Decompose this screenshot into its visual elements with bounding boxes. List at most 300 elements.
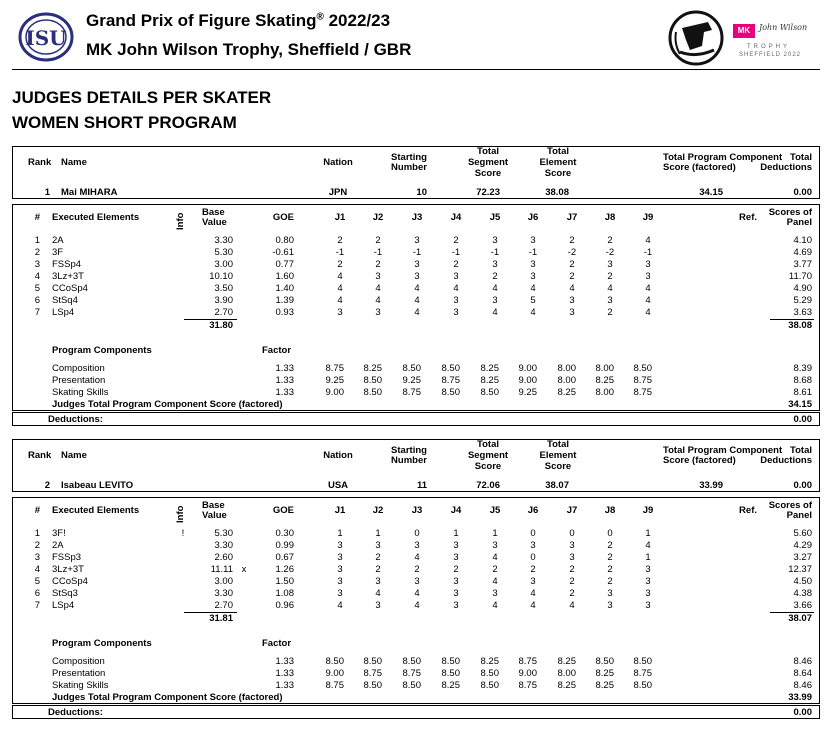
judge-header: J4 <box>450 212 462 223</box>
judge-score: 3 <box>453 295 459 306</box>
judge-score: 3 <box>530 576 536 587</box>
judge-score: 2 <box>569 576 575 587</box>
element-number: 2 <box>34 247 40 258</box>
element-goe: 1.08 <box>275 588 294 599</box>
judge-header: J4 <box>450 505 462 516</box>
judge-score: 4 <box>645 307 651 318</box>
judge-score: 3 <box>453 540 459 551</box>
segment-score-header: Total <box>477 146 499 157</box>
base-total-rule <box>184 319 237 320</box>
component-judge-score: 8.00 <box>595 363 614 374</box>
elements-score-total: 38.07 <box>788 613 812 624</box>
segment-score-header: Segment <box>467 157 509 168</box>
element-name: FSSp4 <box>52 259 82 270</box>
component-judge-score: 8.50 <box>633 680 652 691</box>
component-judge-score: 9.00 <box>518 363 537 374</box>
event-subtitle: MK John Wilson Trophy, Sheffield / GBR <box>86 40 412 59</box>
judge-score: 3 <box>337 552 343 563</box>
element-name: 3F <box>52 247 64 258</box>
judge-score: 4 <box>645 540 651 551</box>
judge-score: 3 <box>607 259 613 270</box>
judge-score: 0 <box>569 528 575 539</box>
component-judge-score: 8.50 <box>363 387 382 398</box>
judge-score: 3 <box>645 259 651 270</box>
deductions-header: Deductions <box>760 162 812 173</box>
element-panel-score: 3.63 <box>793 307 812 318</box>
mk-script: John Wilson <box>759 23 808 32</box>
element-base-value: 3.50 <box>214 283 233 294</box>
rank-header: Rank <box>28 157 52 168</box>
judge-score: 2 <box>375 235 381 246</box>
judge-header: J3 <box>411 212 423 223</box>
segment-score-value: 72.23 <box>476 187 500 198</box>
judge-score: 4 <box>337 600 343 611</box>
element-panel-score: 4.50 <box>793 576 812 587</box>
judge-score: 1 <box>645 528 651 539</box>
element-number: 1 <box>34 235 40 246</box>
component-judge-score: 8.25 <box>595 375 614 386</box>
judge-score: 3 <box>492 295 498 306</box>
element-name: 3F! <box>52 528 66 539</box>
element-panel-score: 4.69 <box>793 247 812 258</box>
component-judge-score: 8.00 <box>557 375 576 386</box>
ref-header: Ref. <box>739 505 757 516</box>
judge-score: 3 <box>607 295 613 306</box>
element-base-value: 5.30 <box>214 247 233 258</box>
component-judge-score: 8.50 <box>441 387 460 398</box>
judge-score: 4 <box>414 600 420 611</box>
event-title-text: Grand Prix of Figure Skating <box>86 11 317 30</box>
component-judge-score: 8.25 <box>480 375 499 386</box>
judge-score: 2 <box>607 576 613 587</box>
component-judge-score: 8.25 <box>595 680 614 691</box>
element-panel-score: 4.29 <box>793 540 812 551</box>
component-judge-score: 8.75 <box>325 680 344 691</box>
segment-score-header: Score <box>474 461 502 472</box>
element-score-header: Total <box>547 439 569 450</box>
deductions-label: Deductions: <box>48 707 103 718</box>
judge-score: 3 <box>414 576 420 587</box>
component-judge-score: 8.75 <box>441 375 460 386</box>
component-judge-score: 8.00 <box>557 363 576 374</box>
deductions-box <box>12 705 820 719</box>
component-judge-score: 8.25 <box>480 656 499 667</box>
judge-score: -1 <box>490 247 500 258</box>
element-goe: 0.96 <box>275 600 294 611</box>
starting-number-header: Starting <box>391 445 427 456</box>
judge-score: 4 <box>414 295 420 306</box>
judge-score: 5 <box>530 295 536 306</box>
component-judge-score: 8.75 <box>325 363 344 374</box>
rank-value: 2 <box>44 480 50 491</box>
judge-score: 3 <box>530 540 536 551</box>
component-factor: 1.33 <box>275 363 294 374</box>
judge-score: 2 <box>375 552 381 563</box>
judge-score: 4 <box>530 307 536 318</box>
component-name: Composition <box>52 656 105 667</box>
element-number: 4 <box>34 564 40 575</box>
judge-score: 4 <box>414 283 420 294</box>
goe-header: GOE <box>272 505 294 516</box>
component-judge-score: 8.50 <box>441 363 460 374</box>
judge-score: -2 <box>567 247 577 258</box>
judge-score: 3 <box>453 552 459 563</box>
judge-score: 4 <box>530 283 536 294</box>
judge-score: 2 <box>607 552 613 563</box>
base-value-total: 31.80 <box>209 320 233 331</box>
component-panel-score: 8.39 <box>793 363 812 374</box>
component-factor: 1.33 <box>275 387 294 398</box>
judge-score: 3 <box>375 271 381 282</box>
deductions-label: Deductions: <box>48 414 103 425</box>
nation-header: Nation <box>323 157 353 168</box>
component-judge-score: 8.50 <box>595 656 614 667</box>
judge-score: 0 <box>530 528 536 539</box>
skater-block <box>12 146 820 436</box>
executed-elements-header: Executed Elements <box>52 505 140 516</box>
judge-score: 3 <box>337 307 343 318</box>
deductions-value: 0.00 <box>793 480 812 491</box>
nation-value: USA <box>327 480 349 491</box>
mk-city-label: SHEFFIELD 2022 <box>739 52 802 58</box>
element-panel-score: 11.70 <box>788 271 812 282</box>
element-number: 5 <box>34 283 40 294</box>
judge-score: 3 <box>492 540 498 551</box>
element-base-value: 3.00 <box>214 259 233 270</box>
element-panel-score: 3.27 <box>793 552 812 563</box>
element-panel-score: 4.38 <box>793 588 812 599</box>
segment-score-value: 72.06 <box>476 480 500 491</box>
judge-score: 3 <box>453 576 459 587</box>
judge-score: 3 <box>492 588 498 599</box>
component-judge-score: 9.25 <box>325 375 344 386</box>
component-judge-score: 8.50 <box>441 668 460 679</box>
judge-score: 3 <box>645 600 651 611</box>
judge-header: J5 <box>489 212 501 223</box>
component-judge-score: 8.25 <box>595 668 614 679</box>
mk-trophy-label: TROPHY <box>747 44 791 50</box>
judge-score: 4 <box>453 283 459 294</box>
element-number: 1 <box>34 528 40 539</box>
judge-score: 3 <box>530 259 536 270</box>
component-judge-score: 8.50 <box>325 656 344 667</box>
component-panel-score: 8.46 <box>793 656 812 667</box>
judge-score: 3 <box>607 600 613 611</box>
component-judge-score: 8.50 <box>480 680 499 691</box>
component-factor: 1.33 <box>275 375 294 386</box>
element-base-value: 2.70 <box>214 307 233 318</box>
component-judge-score: 8.50 <box>363 680 382 691</box>
judge-score: 3 <box>453 271 459 282</box>
pcs-header: Total Program Component <box>663 152 783 163</box>
component-panel-score: 8.64 <box>793 668 812 679</box>
pcs-header: Score (factored) <box>663 455 736 466</box>
component-judge-score: 9.00 <box>518 375 537 386</box>
judge-score: 2 <box>569 235 575 246</box>
judge-score: 4 <box>530 588 536 599</box>
component-judge-score: 8.75 <box>518 680 537 691</box>
judge-score: 3 <box>569 307 575 318</box>
component-panel-score: 8.61 <box>793 387 812 398</box>
judge-header: J7 <box>566 505 578 516</box>
element-number: 5 <box>34 576 40 587</box>
judge-score: -2 <box>605 247 615 258</box>
rank-header: Rank <box>28 450 52 461</box>
judge-score: 4 <box>645 235 651 246</box>
element-goe: 1.40 <box>275 283 294 294</box>
judge-score: 2 <box>414 564 420 575</box>
element-score-value: 38.07 <box>545 480 569 491</box>
page-header <box>0 0 832 70</box>
element-number: 2 <box>34 540 40 551</box>
judge-score: 3 <box>337 564 343 575</box>
info-header: Info <box>175 212 186 230</box>
judge-score: 3 <box>645 271 651 282</box>
element-number: 6 <box>34 295 40 306</box>
deductions-header: Total <box>790 152 812 163</box>
element-score-header: Score <box>544 168 572 179</box>
judge-score: 4 <box>530 600 536 611</box>
element-score-header: Total <box>547 146 569 157</box>
element-number: 6 <box>34 588 40 599</box>
deductions-box <box>12 412 820 426</box>
event-title <box>86 11 390 31</box>
judge-score: 4 <box>375 283 381 294</box>
component-judge-score: 8.25 <box>557 656 576 667</box>
judge-score: 2 <box>607 235 613 246</box>
component-judge-score: 8.50 <box>402 363 421 374</box>
element-name: LSp4 <box>52 307 75 318</box>
judge-score: 3 <box>414 235 420 246</box>
name-header: Name <box>61 450 87 461</box>
component-judge-score: 8.50 <box>480 668 499 679</box>
deductions-total-value: 0.00 <box>793 707 812 718</box>
element-goe: 0.77 <box>275 259 294 270</box>
component-name: Presentation <box>52 668 106 679</box>
judge-score: 4 <box>337 283 343 294</box>
judge-score: 3 <box>375 600 381 611</box>
judge-score: 1 <box>645 552 651 563</box>
component-judge-score: 8.50 <box>441 656 460 667</box>
judge-header: J1 <box>334 505 346 516</box>
judge-score: 2 <box>569 588 575 599</box>
judge-score: 3 <box>337 540 343 551</box>
element-number: 4 <box>34 271 40 282</box>
judge-score: 4 <box>607 283 613 294</box>
judge-score: 3 <box>530 235 536 246</box>
judge-score: 4 <box>414 588 420 599</box>
component-judge-score: 8.50 <box>480 387 499 398</box>
component-panel-score: 8.46 <box>793 680 812 691</box>
element-panel-score: 3.77 <box>793 259 812 270</box>
starting-number-header: Number <box>391 455 427 466</box>
judge-score: 2 <box>607 540 613 551</box>
component-judge-score: 8.00 <box>595 387 614 398</box>
judge-score: 2 <box>492 564 498 575</box>
judge-score: -1 <box>412 247 422 258</box>
judge-score: 2 <box>569 271 575 282</box>
element-name: FSSp3 <box>52 552 82 563</box>
pcs-header: Total Program Component <box>663 445 783 456</box>
judge-score: 2 <box>530 564 536 575</box>
judge-score: 1 <box>453 528 459 539</box>
judge-score: 2 <box>453 259 459 270</box>
element-name: StSq4 <box>52 295 78 306</box>
judge-score: -1 <box>335 247 345 258</box>
judge-score: 3 <box>337 588 343 599</box>
element-number: 7 <box>34 600 40 611</box>
component-judge-score: 8.50 <box>363 656 382 667</box>
judges-total-pcs-value: 33.99 <box>788 692 812 703</box>
skater-block <box>12 439 820 729</box>
element-panel-score: 5.60 <box>793 528 812 539</box>
judge-header: J1 <box>334 212 346 223</box>
judge-score: 1 <box>337 528 343 539</box>
judge-score: 4 <box>569 600 575 611</box>
judge-score: -1 <box>373 247 383 258</box>
element-base-value: 3.30 <box>214 235 233 246</box>
element-name: 2A <box>52 540 64 551</box>
judge-score: 3 <box>375 540 381 551</box>
starting-number-header: Starting <box>391 152 427 163</box>
component-judge-score: 8.75 <box>363 668 382 679</box>
judge-header: J6 <box>527 212 539 223</box>
registered-mark: ® <box>316 11 324 23</box>
judge-score: 3 <box>414 540 420 551</box>
panel-score-header: Panel <box>786 217 812 228</box>
judge-score: 3 <box>453 307 459 318</box>
judge-score: 2 <box>337 235 343 246</box>
element-base-value: 3.00 <box>214 576 233 587</box>
header-divider <box>12 69 820 70</box>
judge-score: 0 <box>414 528 420 539</box>
judge-score: 3 <box>645 564 651 575</box>
element-goe: 0.99 <box>275 540 294 551</box>
component-name: Presentation <box>52 375 106 386</box>
component-judge-score: 8.50 <box>633 656 652 667</box>
rank-value: 1 <box>44 187 50 198</box>
judge-score: 4 <box>492 307 498 318</box>
mk-trophy-logo <box>733 18 808 62</box>
base-value-header: Value <box>202 510 227 521</box>
pcs-header: Score (factored) <box>663 162 736 173</box>
judge-score: 1 <box>492 528 498 539</box>
component-name: Composition <box>52 363 105 374</box>
element-goe: 0.67 <box>275 552 294 563</box>
element-panel-score: 12.37 <box>788 564 812 575</box>
pcs-value: 33.99 <box>699 480 723 491</box>
component-judge-score: 9.00 <box>325 387 344 398</box>
judge-header: J3 <box>411 505 423 516</box>
element-panel-score: 5.29 <box>793 295 812 306</box>
element-base-value: 10.10 <box>209 271 233 282</box>
judge-score: -1 <box>528 247 538 258</box>
element-base-value: 3.90 <box>214 295 233 306</box>
element-goe: 1.39 <box>275 295 294 306</box>
component-judge-score: 8.25 <box>557 680 576 691</box>
component-judge-score: 9.00 <box>325 668 344 679</box>
judge-score: 2 <box>375 564 381 575</box>
judge-score: -1 <box>451 247 461 258</box>
judge-score: 3 <box>492 259 498 270</box>
starting-number-value: 10 <box>416 187 427 198</box>
element-goe: 1.50 <box>275 576 294 587</box>
element-panel-score: 4.10 <box>793 235 812 246</box>
deductions-value: 0.00 <box>793 187 812 198</box>
base-value-header: Base <box>202 500 225 511</box>
component-judge-score: 8.75 <box>402 387 421 398</box>
element-base-value: 11.11 <box>210 564 233 575</box>
component-judge-score: 8.75 <box>633 387 652 398</box>
component-name: Skating Skills <box>52 680 109 691</box>
skate-badge-icon <box>668 10 724 66</box>
element-base-value: 2.60 <box>214 552 233 563</box>
judge-header: J9 <box>642 505 654 516</box>
judge-score: 4 <box>414 307 420 318</box>
page-title: JUDGES DETAILS PER SKATER <box>12 88 272 107</box>
element-name: 3Lz+3T <box>52 271 84 282</box>
element-goe: 1.60 <box>275 271 294 282</box>
mk-badge: MK <box>733 24 755 38</box>
element-name: StSq3 <box>52 588 78 599</box>
judge-score: 4 <box>492 600 498 611</box>
base-value-header: Value <box>202 217 227 228</box>
panel-score-header: Scores of <box>768 500 812 511</box>
judge-score: 2 <box>453 235 459 246</box>
judge-score: 3 <box>530 271 536 282</box>
judge-score: 2 <box>375 259 381 270</box>
elements-total-rule <box>770 612 814 613</box>
judge-header: J7 <box>566 212 578 223</box>
deductions-header: Total <box>790 445 812 456</box>
judge-score: 4 <box>337 295 343 306</box>
judge-score: 2 <box>337 259 343 270</box>
element-base-value: 3.30 <box>214 540 233 551</box>
pcs-value: 34.15 <box>699 187 723 198</box>
component-judge-score: 9.25 <box>518 387 537 398</box>
element-score-header: Element <box>539 157 577 168</box>
element-score-header: Score <box>544 461 572 472</box>
component-factor: 1.33 <box>275 656 294 667</box>
deductions-total-value: 0.00 <box>793 414 812 425</box>
judge-header: J6 <box>527 505 539 516</box>
starting-number-header: Number <box>391 162 427 173</box>
element-number: 7 <box>34 307 40 318</box>
event-season: 2022/23 <box>323 11 391 30</box>
element-goe: 0.93 <box>275 307 294 318</box>
element-panel-score: 4.90 <box>793 283 812 294</box>
judge-header: J9 <box>642 212 654 223</box>
component-judge-score: 8.00 <box>557 668 576 679</box>
judge-score: 3 <box>492 235 498 246</box>
component-factor: 1.33 <box>275 668 294 679</box>
panel-score-header: Panel <box>786 510 812 521</box>
judge-header: J5 <box>489 505 501 516</box>
judge-score: 2 <box>607 271 613 282</box>
component-judge-score: 8.75 <box>633 668 652 679</box>
segment-title: WOMEN SHORT PROGRAM <box>12 113 237 132</box>
element-goe: 0.30 <box>275 528 294 539</box>
judge-score: 2 <box>492 271 498 282</box>
component-judge-score: 9.00 <box>518 668 537 679</box>
element-base-value: 3.30 <box>214 588 233 599</box>
judge-score: 2 <box>453 564 459 575</box>
component-judge-score: 8.50 <box>363 375 382 386</box>
judge-score: 4 <box>492 576 498 587</box>
base-value-total: 31.81 <box>209 613 233 624</box>
factor-header: Factor <box>262 345 292 356</box>
element-score-value: 38.08 <box>545 187 569 198</box>
